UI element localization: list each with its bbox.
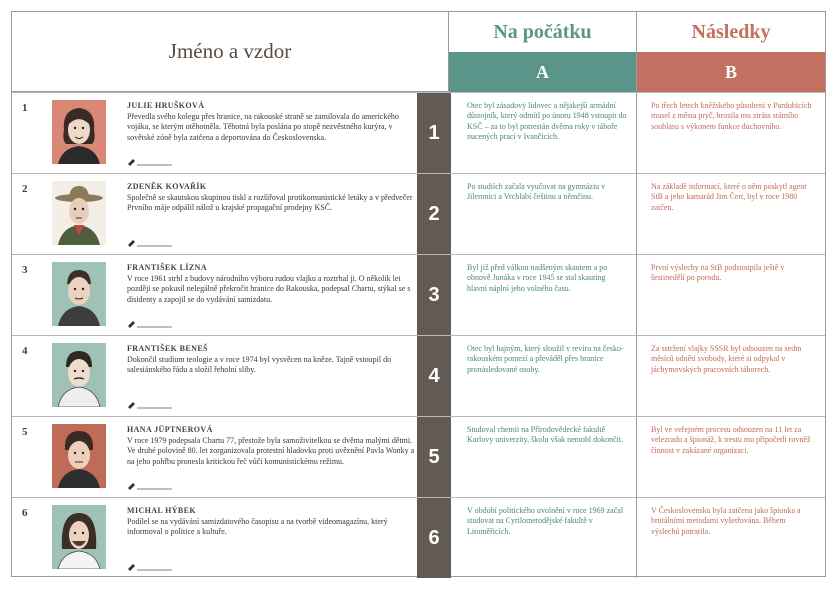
answer-box[interactable]: 4 [417,336,451,416]
cell-a-text: Otec byl zásadový lidovec a nějakejší armádní důstojník, který odmítl po únoru 1948 vstoupit do KSČ – za to byl potrestán dvěma roky v táboře nucených prací v Ivančicích. [467,101,627,141]
cell-a-text: Byl již před válkou nadšeným skautem a po obnově Junáka v roce 1945 se stal skauting hlavní náplní jeho volného času. [467,263,608,293]
answer-box[interactable]: 5 [417,417,451,497]
row-number: 6 [22,507,28,519]
answer-box[interactable]: 2 [417,174,451,254]
person-name: FRANTIŠEK BENEŠ [127,344,208,353]
row-number: 4 [22,345,28,357]
answer-box[interactable]: 6 [417,498,451,578]
row-number: 1 [22,102,28,114]
header-name-title: Jméno a vzdor [168,39,292,63]
table-row [12,497,825,578]
header-column-b [637,12,825,92]
person-description: Dokončil studium teologie a v roce 1974 byl vysvěcen na kněze. Tajně vstoupil do salesiánského řádu a složil řeholní sliby. [127,355,392,375]
person-description: V roce 1979 podepsala Chartu 77, přestože byla samoživitelkou se dvěma malými dětmi. Ve druhé polovině 80. let zorganizovala protestní hladovku proti uvěznění Pavla Wonky a na jeho pohřbu pronesla kritickou řeč vůči komunistickému režimu. [127,436,415,466]
header-a-title: Na počátku [493,20,592,43]
cell-a [451,498,637,578]
cell-a [451,417,637,497]
person-name: ZDENĚK KOVAŘÍK [127,182,207,191]
person-name: MICHAL HÝBEK [127,506,197,515]
row-number: 5 [22,426,28,438]
person-description: Společně se skautskou skupinou tiskl a rozšiřoval protikomunistické letáky a v předvečer Prvního máje odpálil nálož u krajské propagační prodejny KSČ. [127,193,413,213]
row-number: 3 [22,264,28,276]
pencil-line-icon[interactable] [127,156,173,166]
table-row [12,416,825,497]
cell-b-text: Za sstržení vlajky SSSR byl odsouzen na sedm měsíců odnětí svobody, které si odpykal v jáchymovských pracovních táborech. [651,344,802,374]
cell-b [637,93,825,173]
portrait-woman-icon [52,100,106,164]
person-description: Převedla svého kolegu přes hranice, na rakouské straně se zamilovala do amerického vojáka, se kterým otěhotněla. Těhotná byla poslána po stopě nezvěstného kurýra, v sovětské zóně byla zatčena a deportována do Československa. [127,112,399,142]
person-name: JULIE HRUŠKOVÁ [127,101,205,110]
pencil-line-icon[interactable] [127,561,173,571]
cell-b-text: Po třech letech kněžského působení v Pardubicích musel z města pryč, hrozila mu ztráta státního souhlasu s výkonem funkce duchovního. [651,101,812,131]
table-row [12,173,825,254]
header-name-column [12,12,449,92]
portrait-man-icon [52,505,106,569]
cell-a [451,336,637,416]
person-description: V roce 1961 strhl z budovy národního výboru rudou vlajku a roztrhal ji. O několik let později se pokusil nelegálně překročit hranice do Rakouska, podepsal Chartu, stýkal se s disidenty a zapojil se do vydávání samizdatu. [127,274,411,304]
portrait-man-icon [52,424,106,488]
cell-b-text: V Československu byla zatčena jako špionka a brutálními metodami vyšetřována. Během výslechů potratila. [651,506,801,536]
cell-a-text: Po studiích začala vyučovat na gymnáziu v Jilemnici a Vrchlabí češtinu a němčinu. [467,182,606,202]
cell-b-text: První výslechy na StB podstoupila ještě v šestinedělí po porodu. [651,263,785,283]
person-description: Podílel se na vydávání samizdatového časopisu a na tvorbě videomagazínu, který informoval o politice a kultuře. [127,517,388,537]
cell-b [637,498,825,578]
header-b-title: Následky [691,20,771,43]
cell-b [637,174,825,254]
cell-a-text: Otec byl hajným, který sloužil v revíru na česko-rakouském pomezí a převáděl přes hranice pronásledované osoby. [467,344,624,374]
header-column-a [449,12,637,92]
table-row [12,254,825,335]
cell-a-text: Studoval chemii na Přírodovědecké fakultě Karlovy univerzity, školu však nemohl dokončit. [467,425,624,445]
cell-b [637,417,825,497]
pencil-line-icon[interactable] [127,480,173,490]
worksheet-table [11,11,826,577]
cell-b [637,255,825,335]
header-a-letter: A [449,52,636,92]
person-name: FRANTIŠEK LÍZNA [127,263,208,272]
cell-a [451,255,637,335]
pencil-line-icon[interactable] [127,318,173,328]
table-row [12,335,825,416]
table-row [12,92,825,173]
answer-box[interactable]: 1 [417,93,451,173]
cell-a-text: V období politického uvolnění v roce 1969 začal studovat na Cyrilometodějské fakultě v Litoměřicích. [467,506,624,536]
row-number: 2 [22,183,28,195]
cell-b [637,336,825,416]
answer-box[interactable]: 3 [417,255,451,335]
header-b-letter: B [637,52,825,92]
portrait-man-icon [52,343,106,407]
portrait-man-icon [52,262,106,326]
person-name: HANA JÜPTNEROVÁ [127,425,213,434]
pencil-line-icon[interactable] [127,399,173,409]
cell-b-text: Na základě informací, které o něm poskytl agent StB a jeho kamarád Jim Čert, byl v roce 1980 zatčen. [651,182,807,212]
cell-a [451,174,637,254]
pencil-line-icon[interactable] [127,237,173,247]
cell-a [451,93,637,173]
portrait-scout-icon [52,181,106,245]
cell-b-text: Byl ve veřejném procesu odsouzen na 11 let za velezradu a špionáž, k trestu mu připočetli rovněž činnost v zakázané organizaci. [651,425,811,455]
